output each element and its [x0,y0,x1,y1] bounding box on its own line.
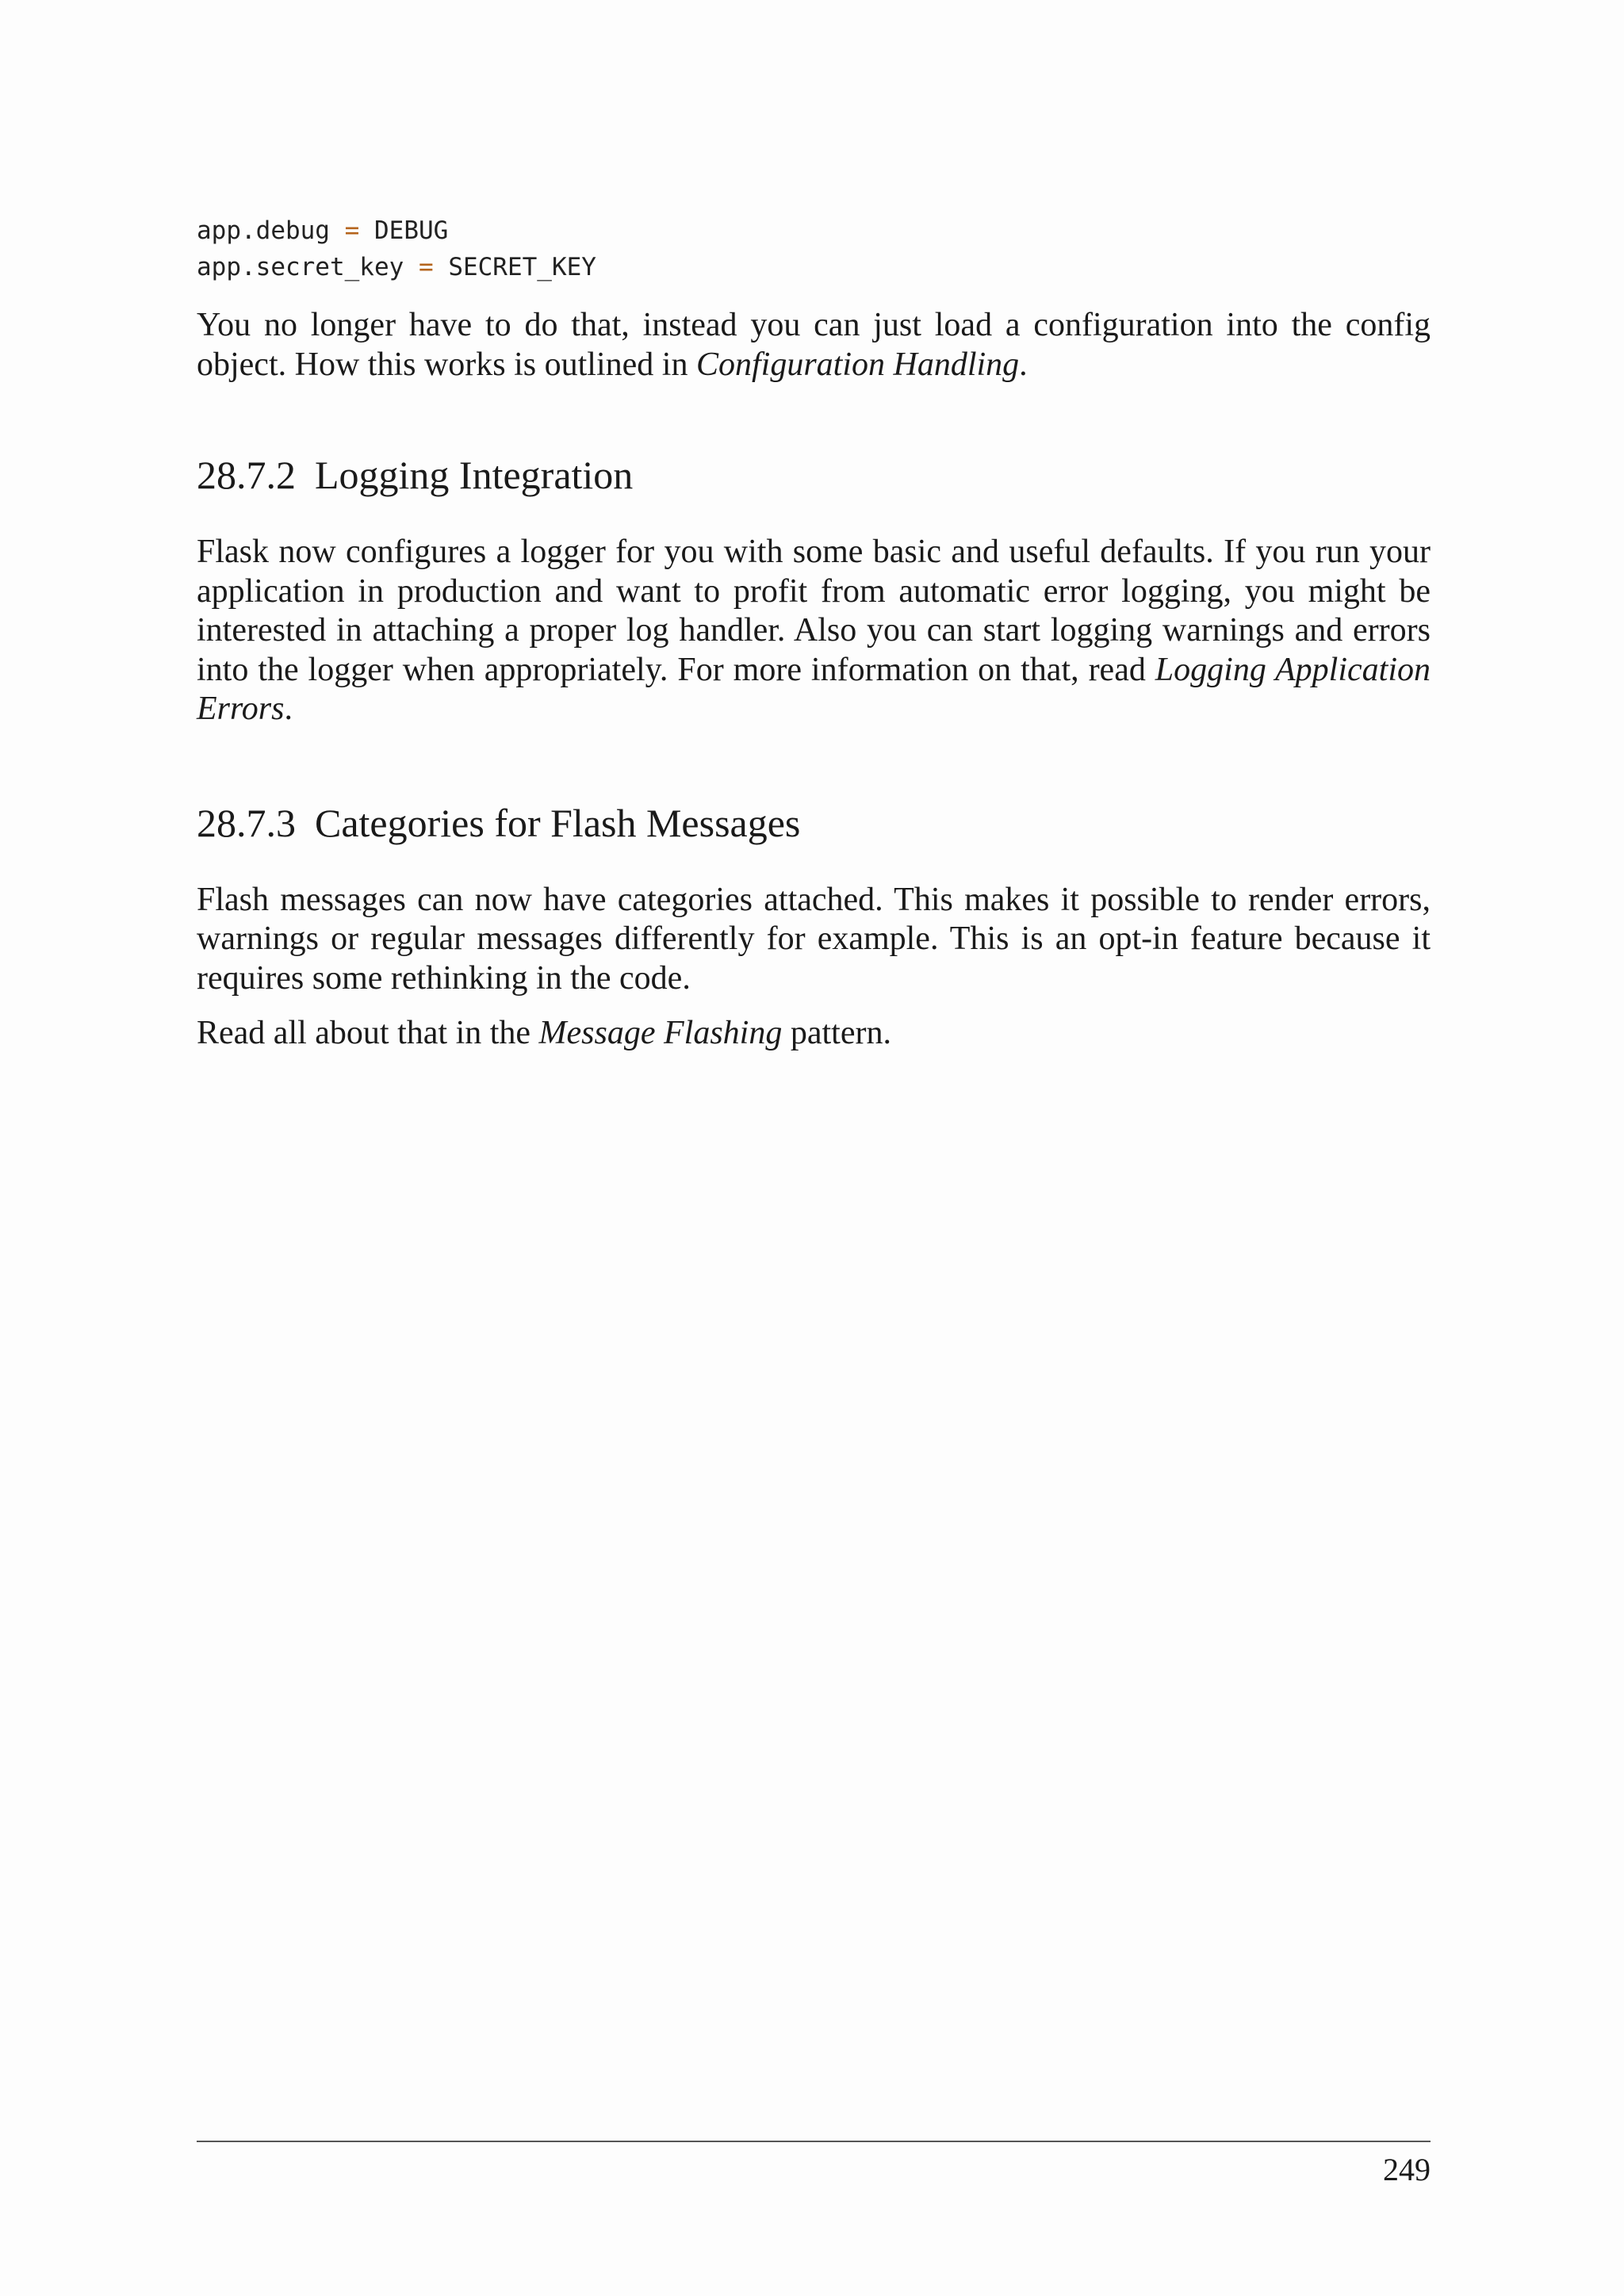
page-content [197,212,1431,1054]
paragraph-text: You no longer have to do that, instead you can just load a configuration into the config object. How this works is outlined in [197,307,1431,383]
code-rhs: DEBUG [374,216,449,245]
code-operator: = [344,216,360,245]
section-number: 28.7.3 [197,800,296,845]
logging-application-errors-link[interactable]: Logging Application Errors [197,651,1431,727]
footer-rule [197,2141,1431,2142]
code-block [197,212,1431,285]
code-lhs: app.debug [197,216,330,245]
code-line-2 [197,249,1431,285]
paragraph-text: Flask now configures a logger for you with some basic and useful defaults. If you run your application in production and want to profit from automatic error logging, you might be interested in attaching a proper log handler. Also you can start logging warnings and errors into the logger when appropriately. For more information on that, read [197,534,1431,688]
section-title: Logging Integration [315,453,634,497]
logging-paragraph [197,533,1431,729]
configuration-handling-link[interactable]: Configuration Handling [695,346,1020,383]
section-title: Categories for Flash Messages [315,800,801,845]
paragraph-text: . [1019,346,1028,383]
section-number: 28.7.2 [197,453,296,497]
paragraph-text: Read all about that in the [197,1015,539,1051]
code-operator: = [418,253,434,281]
code-lhs: app.secret_key [197,253,404,281]
intro-paragraph [197,306,1431,385]
flash-paragraph-1: Flash messages can now have categories attached. This makes it possible to render errors, warnings or regular messages differently for example. This is an opt-in feature because it requires some rethinking in the code. [197,881,1431,997]
flash-paragraph-2 [197,1014,1431,1054]
section-heading-logging [197,451,1431,499]
section-heading-flash [197,799,1431,847]
code-rhs: SECRET_KEY [448,253,596,281]
code-line-1 [197,212,1431,249]
message-flashing-link[interactable]: Message Flashing [538,1015,783,1051]
paragraph-text: pattern. [782,1015,891,1051]
paragraph-text: . [284,691,293,727]
page-number: 249 [1383,2152,1431,2187]
